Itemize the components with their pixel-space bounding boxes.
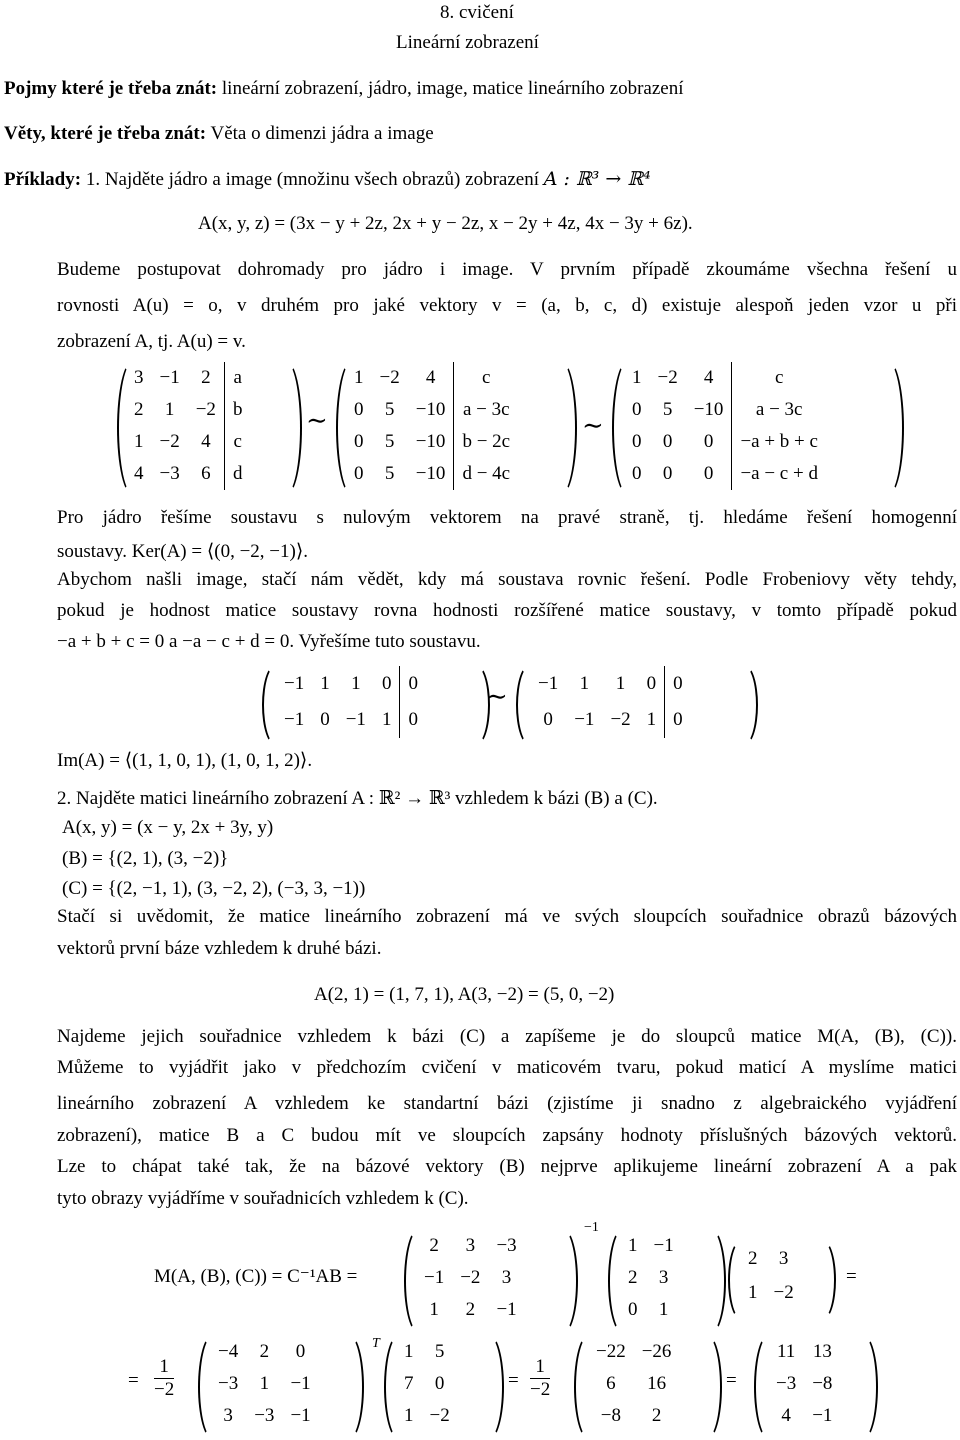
paragraph-line: −a + b + c = 0 a −a − c + d = 0. Vyřešíme tuto soustavu. xyxy=(57,631,481,652)
paragraph-line: zobrazení), matice B a C budou mít ve sloupcích zapsány hodnoty příslušných bázových vektorů. xyxy=(57,1125,957,1146)
matrix-cell: 5 xyxy=(384,399,395,420)
right-paren xyxy=(545,360,577,496)
matrix-cell: 1 xyxy=(351,673,361,694)
matrix-cell: 1 xyxy=(354,367,364,388)
matrix-cell: 0 xyxy=(434,1373,445,1394)
matrix-cell: 1 xyxy=(658,1299,669,1320)
right-paren xyxy=(548,1228,578,1334)
matrix-cell: −1 xyxy=(290,1373,311,1394)
matrix-cell: −3 xyxy=(218,1373,239,1394)
matrix-cell: −1 xyxy=(653,1235,674,1256)
matrix-cell: −4 xyxy=(218,1341,239,1362)
matrix-cell: 1 xyxy=(646,709,657,730)
matrix-cell: 0 xyxy=(400,666,426,702)
transpose-exponent: T xyxy=(372,1336,380,1351)
theorems-text: Věta o dimenzi jádra a image xyxy=(210,123,434,144)
matrix-cell: 0 xyxy=(703,431,714,452)
paragraph-line: Můžeme to vyjádřit jako v předchozím cvičení v maticovém tvaru, pokud maticí A myslíme matici xyxy=(57,1057,957,1078)
matrix-cell: 16 xyxy=(647,1373,667,1394)
matrix-cell: a − 3c xyxy=(732,394,826,426)
matrix-row xyxy=(620,1262,682,1294)
matrix-cell: 0 xyxy=(381,673,392,694)
equals-sign: = xyxy=(508,1370,519,1391)
matrix-cell: −2 xyxy=(429,1405,450,1426)
matrix-row xyxy=(346,394,518,426)
matrix-row xyxy=(740,1242,802,1276)
matrix-adjugate xyxy=(210,1336,319,1432)
matrix-cell: 7 xyxy=(404,1373,414,1394)
matrix-cell: 2 xyxy=(748,1248,758,1269)
matrix-cell: d xyxy=(224,458,250,490)
matrix-cell: −10 xyxy=(415,431,446,452)
matrix-row xyxy=(210,1336,319,1368)
matrix-cell: −1 xyxy=(290,1405,311,1426)
example2-task: 2. Najděte matici lineárního zobrazení A : ℝ² → ℝ³ vzhledem k bázi (B) a (C). xyxy=(57,788,658,809)
matrix-cell: 1 xyxy=(381,709,392,730)
matrix-row xyxy=(588,1336,679,1368)
matrix-cell: −3 xyxy=(776,1373,797,1394)
section-number: 8. cvičení xyxy=(440,2,514,23)
matrix-cell: 4 xyxy=(201,431,211,452)
matrix-row xyxy=(416,1262,525,1294)
matrix-3 xyxy=(624,362,826,490)
matrix-1 xyxy=(126,362,250,490)
matrix-cell: 3 xyxy=(778,1248,789,1269)
matrix-row xyxy=(624,426,826,458)
matrix-cell: 1 xyxy=(259,1373,270,1394)
matrix-cell: 13 xyxy=(812,1341,832,1362)
matrix-cell: 0 xyxy=(665,702,691,738)
matrix-cell: −22 xyxy=(596,1341,626,1362)
matrix-row xyxy=(588,1368,679,1400)
paragraph-line: Pro jádro řešíme soustavu s nulovým vektorem na pravé straně, tj. hledáme řešení homogenní xyxy=(57,507,957,528)
basis-c: (C) = {(2, −1, 1), (3, −2, 2), (−3, 3, −1)) xyxy=(62,878,366,899)
matrix-cell: 1 xyxy=(134,431,144,452)
matrix-cell: 5 xyxy=(662,399,673,420)
paragraph-line: Budeme postupovat dohromady pro jádro i image. V prvním případě zkoumáme všechna řešení u xyxy=(57,259,957,280)
matrix-cell: 2 xyxy=(429,1235,439,1256)
matrix-cell: −2 xyxy=(773,1282,794,1303)
paragraph-line: zobrazení A, tj. A(u) = v. xyxy=(57,331,246,352)
matrix-cell: 0 xyxy=(628,1299,638,1320)
matrix-cell: 0 xyxy=(632,431,642,452)
fraction-numerator: 1 xyxy=(154,1356,174,1379)
matrix-cell: −1 xyxy=(574,709,595,730)
concepts-text: lineární zobrazení, jádro, image, matice lineárního zobrazení xyxy=(221,78,684,99)
example1-formula: A(x, y, z) = (3x − y + 2z, 2x + y − 2z, x − 2y + 4z, 4x − 3y + 6z). xyxy=(198,213,693,234)
concepts-line xyxy=(4,78,683,100)
matrix-cell: 3 xyxy=(501,1267,512,1288)
example1-task: 1. Najděte jádro a image (množinu všech obrazů) zobrazení xyxy=(85,169,539,190)
paragraph-line: Stačí si uvědomit, že matice lineárního zobrazení má ve svých sloupcích souřadnice obrazů bázových xyxy=(57,906,957,927)
matrix-cell: 0 xyxy=(400,702,426,738)
matrix-row xyxy=(346,362,518,394)
right-paren xyxy=(474,1334,504,1440)
matrix-cell: c xyxy=(224,426,250,458)
matrix-cell: 0 xyxy=(632,399,642,420)
inverse-exponent: −1 xyxy=(584,1220,599,1235)
matrix-cell: b − 2c xyxy=(454,426,518,458)
paragraph-line: rovnosti A(u) = o, v druhém pro jaké vektory v = (a, b, c, d) existuje alespoň jeden vzor u při xyxy=(57,295,957,316)
matrix-cell: −8 xyxy=(600,1405,621,1426)
matrix-row xyxy=(530,666,691,702)
matrix-a xyxy=(620,1230,682,1326)
matrix-row xyxy=(396,1368,458,1400)
matrix-cell: 5 xyxy=(384,463,395,484)
paragraph-line: pokud je hodnost matice soustavy rovna hodnosti rozšířené matice soustavy, v tomto případě pokud xyxy=(57,600,957,621)
matrix-row xyxy=(126,394,250,426)
matrix-row xyxy=(530,702,691,738)
example1-task-line xyxy=(4,169,651,191)
matrix-row xyxy=(624,362,826,394)
equals-sign: = xyxy=(128,1370,139,1391)
matrix-cell: −3 xyxy=(159,463,180,484)
matrix-row xyxy=(620,1294,682,1326)
matrix-cell: b xyxy=(224,394,250,426)
matrix-cell: 1 xyxy=(429,1299,439,1320)
matrix-cell: −8 xyxy=(812,1373,833,1394)
matrix-cell: 2 xyxy=(201,367,211,388)
matrix-row xyxy=(126,426,250,458)
matrix-cell: 4 xyxy=(425,367,436,388)
right-paren xyxy=(810,1240,836,1320)
matrix-row xyxy=(620,1230,682,1262)
matrix-cell: 6 xyxy=(606,1373,616,1394)
matrix-cell: 0 xyxy=(354,431,364,452)
matrix-row xyxy=(768,1400,840,1432)
equivalence-symbol: ∼ xyxy=(306,406,328,435)
matrix-cell: 1 xyxy=(632,367,642,388)
matrix-cell: −10 xyxy=(415,463,446,484)
matrix-cell: 4 xyxy=(781,1405,791,1426)
kernel-result: soustavy. Ker(A) = ⟨(0, −2, −1)⟩. xyxy=(57,541,308,562)
matrix-cell: 2 xyxy=(134,399,144,420)
matrix-row xyxy=(396,1336,458,1368)
equation-lhs: M(A, (B), (C)) = C⁻¹AB = xyxy=(154,1266,358,1287)
matrix-cell: −a − c + d xyxy=(732,458,826,490)
matrix-cell: c xyxy=(454,362,518,394)
image-result: Im(A) = ⟨(1, 1, 0, 1), (1, 0, 1, 2)⟩. xyxy=(57,750,313,771)
matrix-cell: −1 xyxy=(812,1405,833,1426)
paragraph-line: Najdeme jejich souřadnice vzhledem k bázi (C) a zapíšeme je do sloupců matice M(A, (B), (C)). xyxy=(57,1026,957,1047)
matrix-cell: −2 xyxy=(460,1267,481,1288)
right-paren xyxy=(334,1334,364,1440)
matrix-cell: 1 xyxy=(628,1235,638,1256)
matrix-cell: 0 xyxy=(354,399,364,420)
example1-map: A : ℝ³ → ℝ⁴ xyxy=(543,168,651,190)
matrix-cell: 11 xyxy=(776,1341,796,1362)
matrix-cell: −a + b + c xyxy=(732,426,826,458)
paragraph-line: Abychom našli image, stačí nám vědět, kdy má soustava rovnic řešení. Podle Frobeniovy věty tehdy, xyxy=(57,569,957,590)
matrix-cell: 6 xyxy=(201,463,211,484)
matrix-cell: 1 xyxy=(615,673,626,694)
matrix-cell: 1 xyxy=(748,1282,758,1303)
example2-formula: A(x, y) = (x − y, 2x + 3y, y) xyxy=(62,817,274,838)
matrix-cell: −1 xyxy=(284,709,305,730)
basis-b: (B) = {(2, 1), (3, −2)} xyxy=(62,848,229,869)
matrix-row xyxy=(588,1400,679,1432)
right-paren xyxy=(696,1228,726,1334)
matrix-cell: 1 xyxy=(164,399,175,420)
matrix-cell: −1 xyxy=(159,367,180,388)
fraction-denominator: −2 xyxy=(530,1379,551,1400)
matrix-cell: 1 xyxy=(320,673,330,694)
matrix-cell: −1 xyxy=(345,709,366,730)
matrix-cell: −3 xyxy=(496,1235,517,1256)
matrix-cell: 3 xyxy=(134,367,144,388)
right-paren xyxy=(872,360,904,496)
fraction-numerator: 1 xyxy=(530,1356,550,1379)
matrix-cell: 0 xyxy=(543,709,553,730)
equals-sign: = xyxy=(846,1266,857,1287)
matrix-cell: 0 xyxy=(320,709,330,730)
matrix-cell: 1 xyxy=(404,1341,414,1362)
theorems-label: Věty, které je třeba znát: xyxy=(4,123,207,144)
matrix-cell: 2 xyxy=(259,1341,270,1362)
matrix-cell: 2 xyxy=(465,1299,476,1320)
paragraph-line: tyto obrazy vyjádříme v souřadnicích vzhledem k (C). xyxy=(57,1188,469,1209)
matrix-cell: 0 xyxy=(662,463,673,484)
concepts-label: Pojmy které je třeba znát: xyxy=(4,78,218,99)
matrix-4 xyxy=(276,666,426,738)
matrix-cell: −2 xyxy=(657,367,678,388)
matrix-row xyxy=(416,1294,525,1326)
matrix-b xyxy=(740,1242,802,1310)
paragraph-line: lineárního zobrazení A vzhledem ke standartní bázi (zjistíme ji snadno z algebraického vyjádření xyxy=(57,1093,957,1114)
examples-label: Příklady: xyxy=(4,169,82,190)
fraction-denominator: −2 xyxy=(154,1379,175,1400)
matrix-cell: −2 xyxy=(610,709,631,730)
matrix-cell: −1 xyxy=(424,1267,445,1288)
matrix-5 xyxy=(530,666,691,738)
matrix-row xyxy=(416,1230,525,1262)
equals-sign: = xyxy=(726,1370,737,1391)
matrix-cell: 3 xyxy=(223,1405,233,1426)
matrix-row xyxy=(126,362,250,394)
matrix-row xyxy=(210,1400,319,1432)
matrix-cell: a xyxy=(224,362,250,394)
matrix-row xyxy=(276,702,426,738)
matrix-cell: 0 xyxy=(703,463,714,484)
equivalence-symbol: ∼ xyxy=(582,411,604,440)
matrix-cell: 4 xyxy=(703,367,714,388)
matrix-cell: −1 xyxy=(496,1299,517,1320)
matrix-2 xyxy=(346,362,518,490)
matrix-cell: −2 xyxy=(379,367,400,388)
page-title: Lineární zobrazení xyxy=(396,32,539,53)
matrix-row xyxy=(396,1400,458,1432)
matrix-cell: 2 xyxy=(628,1267,638,1288)
matrix-cell: −2 xyxy=(159,431,180,452)
right-paren xyxy=(730,664,758,746)
matrix-cell: 2 xyxy=(651,1405,662,1426)
matrix-product xyxy=(588,1336,679,1432)
fraction-half xyxy=(530,1356,550,1401)
matrix-cell: 3 xyxy=(465,1235,476,1256)
right-paren xyxy=(270,360,302,496)
matrix-c xyxy=(416,1230,525,1326)
equivalence-symbol: ∼ xyxy=(486,682,508,711)
paragraph-line: vektorů první báze vzhledem k druhé bázi. xyxy=(57,938,382,959)
matrix-row xyxy=(346,458,518,490)
matrix-row xyxy=(740,1276,802,1310)
matrix-cell: −1 xyxy=(538,673,559,694)
right-paren xyxy=(692,1334,722,1440)
matrix-cell: 0 xyxy=(665,666,691,702)
matrix-cell: 0 xyxy=(646,673,657,694)
matrix-cell: 0 xyxy=(354,463,364,484)
matrix-cell: −2 xyxy=(195,399,216,420)
matrix-cell: 1 xyxy=(404,1405,414,1426)
matrix-cell: −10 xyxy=(693,399,724,420)
matrix-cell: 5 xyxy=(434,1341,445,1362)
matrix-result xyxy=(768,1336,840,1432)
matrix-cell: d − 4c xyxy=(454,458,518,490)
matrix-cell: 5 xyxy=(384,431,395,452)
matrix-row xyxy=(624,458,826,490)
matrix-cell: 3 xyxy=(658,1267,669,1288)
matrix-cell: 0 xyxy=(662,431,673,452)
matrix-row xyxy=(210,1368,319,1400)
matrix-row xyxy=(768,1336,840,1368)
matrix-cell: 0 xyxy=(632,463,642,484)
matrix-cell: −10 xyxy=(415,399,446,420)
matrix-images xyxy=(396,1336,458,1432)
matrix-row xyxy=(624,394,826,426)
matrix-cell: 1 xyxy=(579,673,590,694)
matrix-cell: 0 xyxy=(295,1341,306,1362)
fraction-half xyxy=(154,1356,174,1401)
matrix-cell: −1 xyxy=(284,673,305,694)
basis-images: A(2, 1) = (1, 7, 1), A(3, −2) = (5, 0, −2) xyxy=(314,984,615,1005)
matrix-row xyxy=(126,458,250,490)
theorems-line xyxy=(4,123,434,145)
matrix-cell: −3 xyxy=(254,1405,275,1426)
paragraph-line: Lze to chápat také tak, že na bázové vektory (B) nejprve aplikujeme lineární zobrazení A a pak xyxy=(57,1156,957,1177)
matrix-cell: a − 3c xyxy=(454,394,518,426)
matrix-row xyxy=(768,1368,840,1400)
matrix-cell: c xyxy=(732,362,826,394)
matrix-cell: 4 xyxy=(134,463,144,484)
matrix-row xyxy=(276,666,426,702)
right-paren xyxy=(848,1334,878,1440)
matrix-row xyxy=(346,426,518,458)
matrix-cell: −26 xyxy=(641,1341,672,1362)
